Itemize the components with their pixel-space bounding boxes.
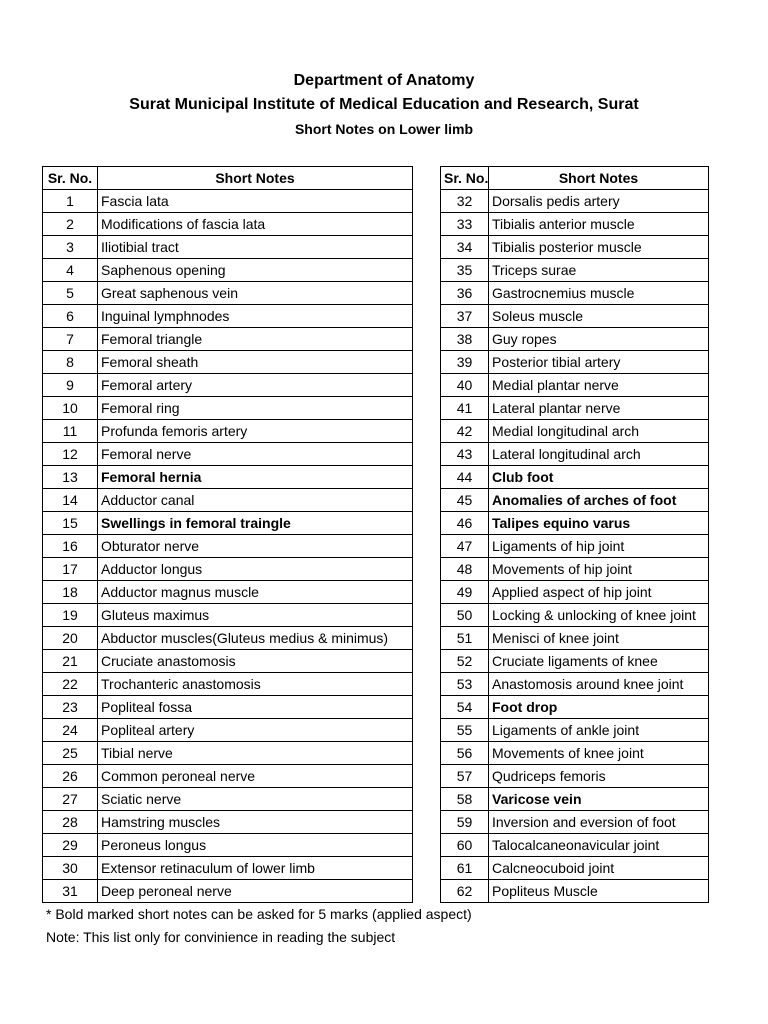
sr-no-cell: 60 <box>441 834 489 857</box>
table-row <box>43 512 413 535</box>
sr-no-cell: 56 <box>441 742 489 765</box>
table-row <box>43 282 413 305</box>
table-row <box>441 351 709 374</box>
table-row <box>441 857 709 880</box>
sr-no-cell: 14 <box>43 489 98 512</box>
sr-no-cell: 33 <box>441 213 489 236</box>
sr-no-cell: 21 <box>43 650 98 673</box>
table-row <box>43 719 413 742</box>
short-note-cell: Femoral artery <box>98 374 413 397</box>
sr-no-cell: 27 <box>43 788 98 811</box>
short-note-cell: Guy ropes <box>489 328 709 351</box>
table-row <box>43 811 413 834</box>
short-note-cell: Triceps surae <box>489 259 709 282</box>
table-header-row <box>441 167 709 190</box>
table-row <box>441 696 709 719</box>
sr-no-cell: 49 <box>441 581 489 604</box>
short-note-cell: Medial longitudinal arch <box>489 420 709 443</box>
short-note-cell: Medial plantar nerve <box>489 374 709 397</box>
table-row <box>441 558 709 581</box>
short-note-cell: Gluteus maximus <box>98 604 413 627</box>
short-note-cell: Applied aspect of hip joint <box>489 581 709 604</box>
sr-no-cell: 40 <box>441 374 489 397</box>
short-note-cell: Fascia lata <box>98 190 413 213</box>
sr-no-cell: 18 <box>43 581 98 604</box>
table-row <box>43 558 413 581</box>
table-row <box>43 834 413 857</box>
table-row <box>441 535 709 558</box>
sr-no-cell: 25 <box>43 742 98 765</box>
sr-no-cell: 4 <box>43 259 98 282</box>
sr-no-cell: 47 <box>441 535 489 558</box>
short-note-cell: Locking & unlocking of knee joint <box>489 604 709 627</box>
table-row <box>43 765 413 788</box>
short-note-cell: Qudriceps femoris <box>489 765 709 788</box>
sr-no-cell: 43 <box>441 443 489 466</box>
sr-no-cell: 26 <box>43 765 98 788</box>
short-note-cell: Inversion and eversion of foot <box>489 811 709 834</box>
short-note-cell: Adductor magnus muscle <box>98 581 413 604</box>
sr-no-cell: 6 <box>43 305 98 328</box>
short-note-cell: Tibialis posterior muscle <box>489 236 709 259</box>
sr-no-cell: 54 <box>441 696 489 719</box>
short-note-cell: Abductor muscles(Gluteus medius & minimus) <box>98 627 413 650</box>
table-row <box>441 581 709 604</box>
sr-no-cell: 57 <box>441 765 489 788</box>
short-note-cell: Popliteal fossa <box>98 696 413 719</box>
sr-no-cell: 38 <box>441 328 489 351</box>
short-note-cell: Femoral hernia <box>98 466 413 489</box>
sr-no-cell: 48 <box>441 558 489 581</box>
sr-no-cell: 24 <box>43 719 98 742</box>
short-note-cell: Great saphenous vein <box>98 282 413 305</box>
table-row <box>43 650 413 673</box>
short-note-cell: Popliteal artery <box>98 719 413 742</box>
table-row <box>43 305 413 328</box>
short-note-cell: Swellings in femoral traingle <box>98 512 413 535</box>
sr-no-cell: 12 <box>43 443 98 466</box>
sr-no-cell: 11 <box>43 420 98 443</box>
sr-no-cell: 31 <box>43 880 98 903</box>
short-note-cell: Ligaments of ankle joint <box>489 719 709 742</box>
short-note-cell: Femoral ring <box>98 397 413 420</box>
table-row <box>441 834 709 857</box>
sr-no-cell: 42 <box>441 420 489 443</box>
short-note-cell: Dorsalis pedis artery <box>489 190 709 213</box>
document-header <box>0 70 768 140</box>
table-row <box>43 788 413 811</box>
short-note-cell: Lateral longitudinal arch <box>489 443 709 466</box>
sr-no-cell: 62 <box>441 880 489 903</box>
sr-no-cell: 23 <box>43 696 98 719</box>
table-row <box>43 742 413 765</box>
short-note-cell: Ligaments of hip joint <box>489 535 709 558</box>
table-row <box>441 305 709 328</box>
table-row <box>441 811 709 834</box>
sr-no-cell: 46 <box>441 512 489 535</box>
sr-no-cell: 39 <box>441 351 489 374</box>
table-row <box>441 627 709 650</box>
sr-no-cell: 9 <box>43 374 98 397</box>
sr-no-cell: 17 <box>43 558 98 581</box>
sr-no-cell: 15 <box>43 512 98 535</box>
table-row <box>441 259 709 282</box>
table-row <box>43 581 413 604</box>
sr-no-cell: 7 <box>43 328 98 351</box>
sr-no-cell: 22 <box>43 673 98 696</box>
table-row <box>43 213 413 236</box>
sr-no-cell: 19 <box>43 604 98 627</box>
sr-no-cell: 34 <box>441 236 489 259</box>
short-note-cell: Popliteus Muscle <box>489 880 709 903</box>
short-note-cell: Tibial nerve <box>98 742 413 765</box>
short-note-cell: Adductor canal <box>98 489 413 512</box>
short-note-cell: Posterior tibial artery <box>489 351 709 374</box>
short-note-cell: Inguinal lymphnodes <box>98 305 413 328</box>
short-note-cell: Sciatic nerve <box>98 788 413 811</box>
short-note-cell: Lateral plantar nerve <box>489 397 709 420</box>
sr-no-cell: 36 <box>441 282 489 305</box>
table-row <box>43 443 413 466</box>
short-note-cell: Anomalies of arches of foot <box>489 489 709 512</box>
table-row <box>43 880 413 903</box>
table-row <box>441 788 709 811</box>
table-row <box>43 397 413 420</box>
short-note-cell: Movements of hip joint <box>489 558 709 581</box>
sr-no-header: Sr. No. <box>43 167 98 190</box>
table-row <box>43 857 413 880</box>
sr-no-cell: 50 <box>441 604 489 627</box>
department-title: Department of Anatomy <box>293 72 475 89</box>
short-notes-header: Short Notes <box>98 167 413 190</box>
short-note-cell: Cruciate anastomosis <box>98 650 413 673</box>
sr-no-cell: 53 <box>441 673 489 696</box>
sr-no-cell: 8 <box>43 351 98 374</box>
sr-no-cell: 61 <box>441 857 489 880</box>
bold-marking-footnote: * Bold marked short notes can be asked for 5 marks (applied aspect) <box>46 906 472 922</box>
short-note-cell: Menisci of knee joint <box>489 627 709 650</box>
sr-no-cell: 2 <box>43 213 98 236</box>
table-row <box>43 627 413 650</box>
notes-table-right <box>440 166 709 903</box>
table-row <box>441 673 709 696</box>
institute-title: Surat Municipal Institute of Medical Education and Research, Surat <box>129 96 639 113</box>
table-row <box>43 535 413 558</box>
table-row <box>441 443 709 466</box>
sr-no-cell: 44 <box>441 466 489 489</box>
table-row <box>441 420 709 443</box>
table-row <box>43 190 413 213</box>
sr-no-cell: 5 <box>43 282 98 305</box>
convenience-note: Note: This list only for convinience in reading the subject <box>46 929 396 945</box>
sr-no-cell: 41 <box>441 397 489 420</box>
short-note-cell: Gastrocnemius muscle <box>489 282 709 305</box>
sr-no-cell: 10 <box>43 397 98 420</box>
table-row <box>43 466 413 489</box>
table-row <box>43 351 413 374</box>
sr-no-cell: 3 <box>43 236 98 259</box>
table-row <box>441 742 709 765</box>
short-note-cell: Cruciate ligaments of knee <box>489 650 709 673</box>
short-note-cell: Obturator nerve <box>98 535 413 558</box>
sr-no-cell: 13 <box>43 466 98 489</box>
sr-no-cell: 35 <box>441 259 489 282</box>
short-note-cell: Modifications of fascia lata <box>98 213 413 236</box>
short-note-cell: Calcneocuboid joint <box>489 857 709 880</box>
short-note-cell: Tibialis anterior muscle <box>489 213 709 236</box>
table-row <box>43 696 413 719</box>
document-subtitle: Short Notes on Lower limb <box>294 121 474 137</box>
sr-no-header: Sr. No. <box>441 167 489 190</box>
short-note-cell: Foot drop <box>489 696 709 719</box>
table-header-row <box>43 167 413 190</box>
table-row <box>441 190 709 213</box>
short-note-cell: Iliotibial tract <box>98 236 413 259</box>
short-note-cell: Profunda femoris artery <box>98 420 413 443</box>
sr-no-cell: 55 <box>441 719 489 742</box>
sr-no-cell: 20 <box>43 627 98 650</box>
table-row <box>43 259 413 282</box>
short-notes-header: Short Notes <box>489 167 709 190</box>
sr-no-cell: 58 <box>441 788 489 811</box>
table-row <box>441 604 709 627</box>
sr-no-cell: 1 <box>43 190 98 213</box>
table-row <box>441 236 709 259</box>
table-row <box>43 673 413 696</box>
table-row <box>441 512 709 535</box>
short-note-cell: Extensor retinaculum of lower limb <box>98 857 413 880</box>
short-note-cell: Anastomosis around knee joint <box>489 673 709 696</box>
table-row <box>43 236 413 259</box>
short-note-cell: Trochanteric anastomosis <box>98 673 413 696</box>
short-note-cell: Talipes equino varus <box>489 512 709 535</box>
short-note-cell: Hamstring muscles <box>98 811 413 834</box>
short-note-cell: Femoral triangle <box>98 328 413 351</box>
table-row <box>441 328 709 351</box>
short-note-cell: Movements of knee joint <box>489 742 709 765</box>
sr-no-cell: 28 <box>43 811 98 834</box>
sr-no-cell: 52 <box>441 650 489 673</box>
sr-no-cell: 30 <box>43 857 98 880</box>
table-row <box>43 489 413 512</box>
short-note-cell: Club foot <box>489 466 709 489</box>
table-row <box>441 282 709 305</box>
sr-no-cell: 59 <box>441 811 489 834</box>
short-note-cell: Varicose vein <box>489 788 709 811</box>
table-row <box>441 213 709 236</box>
short-note-cell: Soleus muscle <box>489 305 709 328</box>
short-note-cell: Adductor longus <box>98 558 413 581</box>
short-note-cell: Peroneus longus <box>98 834 413 857</box>
sr-no-cell: 37 <box>441 305 489 328</box>
table-row <box>43 604 413 627</box>
short-note-cell: Common peroneal nerve <box>98 765 413 788</box>
table-row <box>441 765 709 788</box>
sr-no-cell: 29 <box>43 834 98 857</box>
short-note-cell: Femoral nerve <box>98 443 413 466</box>
sr-no-cell: 45 <box>441 489 489 512</box>
table-row <box>43 328 413 351</box>
table-row <box>441 650 709 673</box>
notes-table-left <box>42 166 413 903</box>
short-note-cell: Deep peroneal nerve <box>98 880 413 903</box>
sr-no-cell: 32 <box>441 190 489 213</box>
table-row <box>441 719 709 742</box>
table-row <box>441 489 709 512</box>
table-row <box>441 466 709 489</box>
table-row <box>441 880 709 903</box>
short-note-cell: Saphenous opening <box>98 259 413 282</box>
table-row <box>43 374 413 397</box>
sr-no-cell: 16 <box>43 535 98 558</box>
table-row <box>441 374 709 397</box>
sr-no-cell: 51 <box>441 627 489 650</box>
table-row <box>43 420 413 443</box>
short-note-cell: Talocalcaneonavicular joint <box>489 834 709 857</box>
short-note-cell: Femoral sheath <box>98 351 413 374</box>
table-row <box>441 397 709 420</box>
